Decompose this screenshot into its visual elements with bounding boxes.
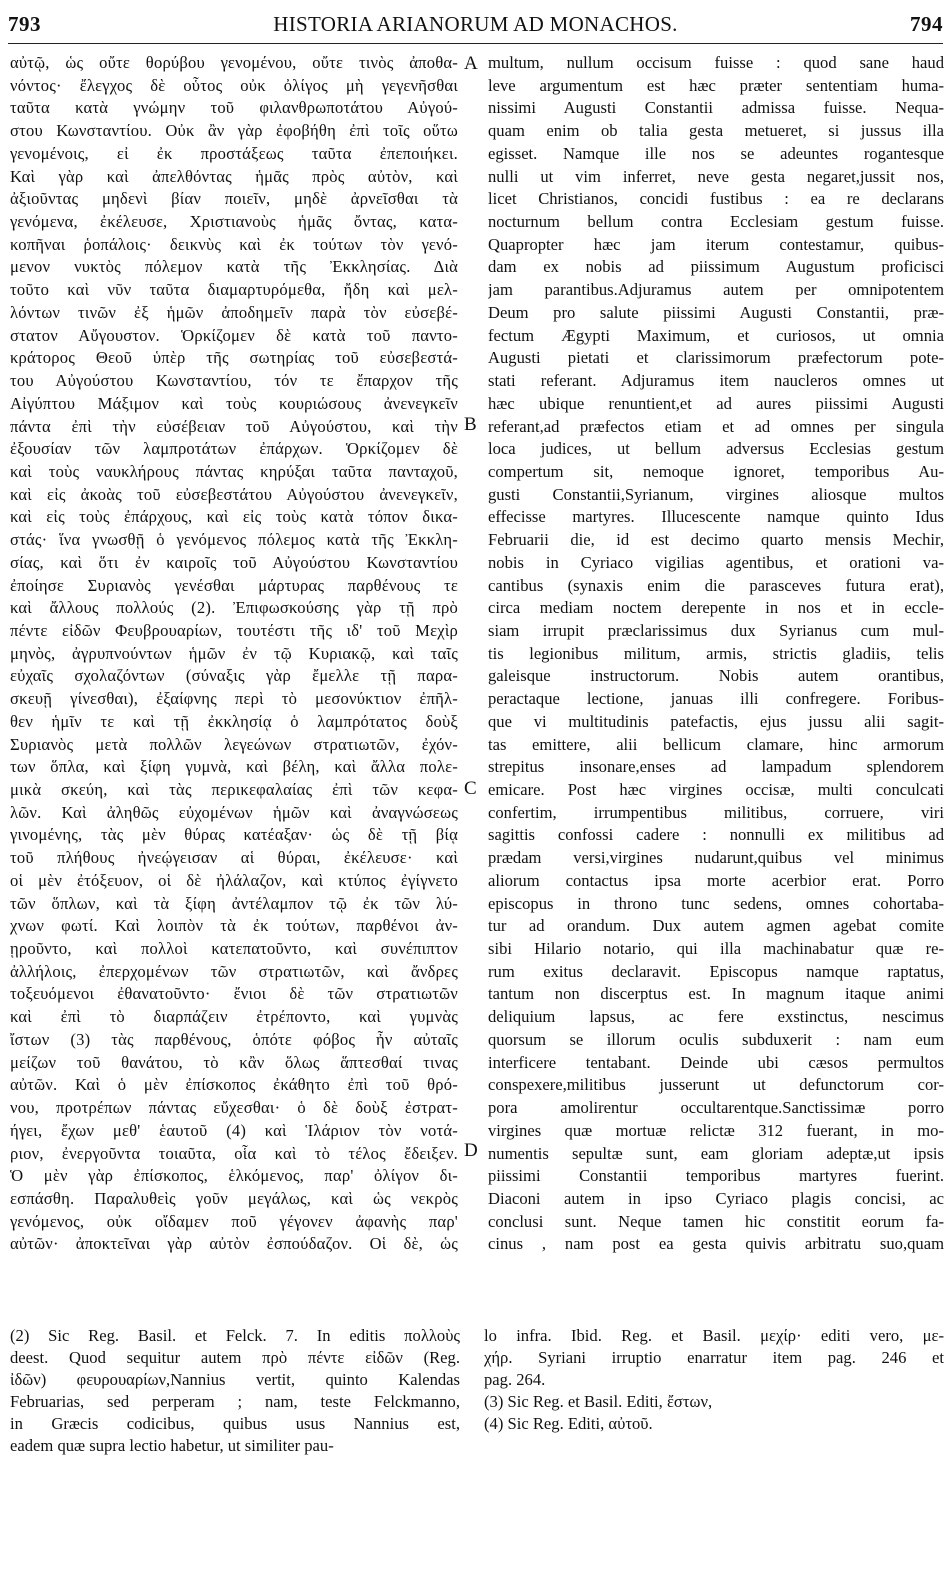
greek-text-line: γινομένης, τὰς μὲν θύρας κατέαξαν· ὡς δὲ τῇ βίᾳ xyxy=(10,825,458,845)
latin-text-line: tas emittere, alii bellicum clamare, hinc armorum xyxy=(488,734,944,754)
latin-text-line: sagittis confossi cadere : nonnulli ex militibus ad xyxy=(488,825,944,845)
greek-text-line: ταῦτα κατὰ γνώμην τοῦ φιλανθρωποτάτου Αὐγού- xyxy=(10,98,458,118)
right-page-number: 794 xyxy=(910,12,943,36)
latin-text-line: nocturnum bellum contra Ecclesiam gestum fuisse. xyxy=(488,212,944,232)
greek-text-line: σκευῇ γίνεσθαι), ἐξαίφνης περὶ τὸ μεσονύκτιον ἐπῆλ- xyxy=(10,689,458,709)
latin-text-line: compertum sit, nemoque ignoret, temporibus Au- xyxy=(488,461,944,481)
greek-text-line: του Αὐγούστου Κωνσταντίου, τόν τε ἔπαρχον τῆς xyxy=(10,371,458,391)
latin-text-line: cinus , nam post ea gesta quivis arbitratu suo,quam xyxy=(488,1234,944,1254)
footnote-line: ἰδῶν) φευρουαρίων,Nannius vertit, quinto Kalendas xyxy=(10,1370,460,1389)
latin-text-line: conclusi sunt. Neque tamen hic constitit eorum fa- xyxy=(488,1211,944,1231)
greek-text-line: κοπῆναι ῥοπάλοις· δεικνὺς καὶ ἐκ τούτων τὸν γενό- xyxy=(10,234,458,254)
latin-text-line: quorsum se illorum oculis subduxerit : nam eum xyxy=(488,1029,944,1049)
greek-text-line: ἀλλήλοις, ἐπερχομένων τῶν στρατιωτῶν, καὶ ἄνδρες xyxy=(10,961,458,981)
greek-text-line: αὐτῷ, ὡς οὔτε θορύβου γενομένου, οὔτε τινὸς ἀποθα- xyxy=(10,53,458,72)
greek-text-line: τοῦ πλήθους ἠνεῴγεισαν αἱ θύραι, ἐκέλευσε· καὶ xyxy=(10,848,458,868)
greek-text-line: γενόμενα, ἐκέλευσε, Χριστιανοὺς ἡμᾶς ὄντας, κατα- xyxy=(10,212,458,232)
footnote-line: (4) Sic Reg. Editi, αὐτοῦ. xyxy=(484,1414,653,1433)
latin-text-line: conspexere,militibus jusserunt ut defunctorum cor- xyxy=(488,1075,944,1095)
latin-text-line: virgines quæ mortuæ relictæ 312 fuerant, in mo- xyxy=(488,1120,944,1140)
latin-text-column xyxy=(488,52,944,1256)
latin-text-line: Quapropter hæc jam iterum contestamur, quibus- xyxy=(488,234,944,254)
greek-text-line: τοξευόμενοι ἐθανατοῦντο· ἔνιοι δὲ τῶν στρατιωτῶν xyxy=(10,984,458,1004)
latin-text-line: multum, nullum occisum fuisse : quod sane haud xyxy=(488,53,944,72)
footnote-line: (3) Sic Reg. et Basil. Editi, ἔστων, xyxy=(484,1392,713,1411)
greek-text-line: μηνὸς, ἀγρυπνούντων ἡμῶν ἐν τῷ Κυριακῷ, καὶ ταῖς xyxy=(10,643,458,663)
latin-text-line: peractaque lectione, januas illi confregere. Foribus- xyxy=(488,689,944,709)
greek-text-line: πέντε εἰδῶν Φευβρουαρίων, τουτέστι τῆς ιδ' τοῦ Μεχὶρ xyxy=(10,620,458,640)
running-header xyxy=(8,6,943,42)
latin-text-line: Deum pro salute piissimi Augusti Constantii, præ- xyxy=(488,302,944,322)
greek-text-line: κράτορος Θεοῦ ὑπὲρ τῆς σωτηρίας τοῦ εὐσεβεστά- xyxy=(10,348,458,368)
greek-text-line: εσπάσθη. Παραλυθεὶς γοῦν μεγάλως, καὶ ὡς νεκρὸς xyxy=(10,1188,458,1208)
latin-text-line: jam parantibus.Adjuramus autem per omnipotentem xyxy=(488,280,944,300)
greek-text-line: εὐχαῖς σχολαζόντων (σύναξις γὰρ ἔμελλε τῇ παρα- xyxy=(10,666,458,686)
latin-text-line: pora amolirentur occultarentque.Sanctissimæ porro xyxy=(488,1098,944,1118)
greek-text-line: αὐτῶν· ἀποκτεῖναι γὰρ αὐτὸν ἐσπούδαζον. Οἱ δὲ, ὡς xyxy=(10,1234,458,1254)
greek-text-line: των ὅπλα, καὶ ξίφη γυμνὰ, καὶ βέλη, καὶ ἄλλα πολε- xyxy=(10,757,458,777)
latin-text-line: aliorum contactus ipsa morte acerbior erat. Porro xyxy=(488,870,944,890)
latin-text-line: nissimi Augusti Constantii admissa fuisse. Nequa- xyxy=(488,98,944,118)
greek-text-line: σίας, καὶ ὅτι ἐν καιροῖς τοῦ Αὐγούστου Κωνσταντίου xyxy=(10,552,458,572)
greek-text-line: ἴστων (3) τὰς παρθένους, ὁπότε φόβος ἦν αὐταῖς xyxy=(10,1029,458,1049)
latin-text-line: dam ex nobis ad piissimum Augustum proficisci xyxy=(488,257,944,277)
greek-text-line: τῶν ὅπλων, καὶ τὰ ξίφη ἀντέλαμπον τῷ ἐκ τῶν λύ- xyxy=(10,893,458,913)
latin-text-line: deliquium lapsus, ac fere exstinctus, nescimus xyxy=(488,1007,944,1027)
latin-text-line: interficere tentabant. Deinde ubi cæsos permultos xyxy=(488,1052,944,1072)
latin-text-line: Diaconi autem in ipso Cyriaco plagis concisi, ac xyxy=(488,1188,944,1208)
footnote-line: in Græcis codicibus, quibus usus Nannius est, xyxy=(10,1414,460,1433)
latin-text-line: que vi multitudinis patefactis, ejus jussu alii sagit- xyxy=(488,711,944,731)
greek-text-line: ἀξιοῦντας μηδενὶ βίαν ποιεῖν, μηδὲ ἀρνεῖσθαι τὰ xyxy=(10,189,458,209)
latin-text-line: hæc ubique renuntient,et ad aures piissimi Augusti xyxy=(488,393,944,413)
latin-text-line: effecisse martyres. Illucescente namque quinto Idus xyxy=(488,507,944,527)
latin-text-line: nulli ut vim inferret, neve gesta negaret,jussit nos, xyxy=(488,166,944,186)
greek-text-line: θεν ἡμῖν τε καὶ τῇ ἐκκλησίᾳ ὁ λαμπρότατος δοὺξ xyxy=(10,711,458,731)
greek-text-line: ἐξουσίαν τῶν λαμπροτάτων ἐπάρχων. Ὁρκίζομεν δὲ xyxy=(10,439,458,459)
footnote-line: (2) Sic Reg. Basil. et Felck. 7. In editis πολλοὺς xyxy=(10,1326,460,1345)
left-page-number: 793 xyxy=(8,12,41,36)
latin-text-line: loca judices, ut bellum adversus Ecclesias gestum xyxy=(488,439,944,459)
greek-text-line: Αἰγύπτου Μάξιμον καὶ τοὺς κουριώσους ἀνενεγκεῖν xyxy=(10,393,458,413)
latin-text-line: piissimi Constantii temporibus martyres fuerint. xyxy=(488,1166,944,1186)
latin-text-line: fectum Ægypti Maximum, et curiosos, ut omnia xyxy=(488,325,944,345)
greek-text-line: μείζων τοῦ θανάτου, τὸ κἂν ὅλως ἅπτεσθαί τινας xyxy=(10,1052,458,1072)
footnote-line: lo infra. Ibid. Reg. et Basil. μεχίρ· editi vero, με- xyxy=(484,1326,944,1345)
footnotes-right xyxy=(484,1325,944,1435)
latin-text-line: leve argumentum est hæc præter sententiam huma- xyxy=(488,75,944,95)
latin-text-line: egisset. Namque ille nos se adeuntes rogantesque xyxy=(488,143,944,163)
latin-text-line: emicare. Post hæc virgines occisæ, multi conculcati xyxy=(488,780,944,799)
latin-text-line: episcopus in throno tunc sedens, omnes cohortaba- xyxy=(488,893,944,913)
greek-text-column xyxy=(10,52,458,1256)
greek-text-line: ῃροῦντο, καὶ πολλοὶ κατεπατοῦντο, καὶ συνέπιπτον xyxy=(10,939,458,959)
latin-text-line: circa mediam noctem derepente in nos et in eccle- xyxy=(488,598,944,618)
latin-text-line: cantibus (synaxis enim die parasceves futura erat), xyxy=(488,575,944,595)
latin-text-line: numentis sepultæ sunt, eam gloriam adeptæ,ut ipsis xyxy=(488,1143,944,1163)
greek-text-line: μικὰ σκεύη, καὶ τὰς περικεφαλαίας ἐπὶ τῶν κεφα- xyxy=(10,780,458,799)
greek-text-line: στάς· ἵνα γνωσθῇ ὁ γενόμενος πόλεμος κατὰ τῆς Ἐκκλη- xyxy=(10,530,458,550)
greek-text-line: καὶ ἐπὶ τὸ διαρπάζειν ἐτρέποντο, καὶ γυμνὰς xyxy=(10,1007,458,1027)
greek-text-line: στου Κωνσταντίου. Οὐκ ἂν γὰρ ἐφοβήθη ἐπὶ τοῖς οὕτω xyxy=(10,121,458,141)
greek-text-line: πάντα ἐπὶ τὴν εὐσέβειαν τοῦ Αὐγούστου, καὶ τὴν xyxy=(10,416,458,436)
latin-text-line: tis legionibus militum, armis, strictis gladiis, telis xyxy=(488,643,944,663)
greek-text-line: στατον Αὔγουστον. Ὁρκίζομεν δὲ κατὰ τοῦ παντο- xyxy=(10,325,458,345)
latin-text-line: gusti Constantii,Syrianum, virgines aliosque multos xyxy=(488,484,944,504)
latin-text-line: tur ad orandum. Dux autem agmen agebat comite xyxy=(488,916,944,936)
footnote-line: Februarias, sed perperam ; nam, teste Felckmanno, xyxy=(10,1392,460,1411)
greek-text-line: γενόμενος, οὐκ οἴδαμεν ποῦ γέγονεν ἀφανὴς παρ' xyxy=(10,1211,458,1231)
header-rule xyxy=(8,43,943,44)
latin-text-line: referant,ad præfectos etiam et ad omnes per singula xyxy=(488,416,944,436)
latin-text-line: quam enim ob talia gesta metueret, si jussus illa xyxy=(488,121,944,141)
latin-text-line: sibi Hilario notario, qui illa machinabatur quæ re- xyxy=(488,939,944,959)
footnote-line: pag. 264. xyxy=(484,1370,546,1389)
greek-text-line: τοῦτο καὶ νῦν ταῦτα διαμαρτυρόμεθα, ἤδη καὶ μελ- xyxy=(10,280,458,300)
greek-text-line: ἐποίησε Συριανὸς γενέσθαι μάρτυρας παρθένους τε xyxy=(10,575,458,595)
greek-text-line: καὶ τοὺς ναυκλήρους πάντας κηρύξαι ταῦτα πανταχοῦ, xyxy=(10,461,458,481)
greek-text-line: ριον, ἐνεργοῦντα τοιαῦτα, οἷα καὶ τὸ τέλος ἔδειξεν. xyxy=(10,1143,458,1163)
greek-text-line: καὶ εἰς τοὺς ἐπάρχους, καὶ εἰς τοὺς κατὰ τόπον δικα- xyxy=(10,507,458,527)
margin-marker-d: D xyxy=(464,1140,478,1161)
latin-text-line: Augusti pietati et clarissimorum præfectorum pote- xyxy=(488,348,944,368)
greek-text-line: καὶ εἰς ἀκοὰς τοῦ εὐσεβεστάτου Αὐγούστου ἀνενεγκεῖν, xyxy=(10,484,458,504)
latin-text-line: Februarii die, id est decimo quarto mensis Mechir, xyxy=(488,530,944,550)
footnotes-left xyxy=(10,1325,460,1457)
latin-text-line: nobis in Cyriaco vigilias agentibus, et orationi va- xyxy=(488,552,944,572)
latin-text-line: rum exitus declaravit. Episcopus namque raptatus, xyxy=(488,961,944,981)
greek-text-line: καὶ ἄλλους πολλούς (2). Ἐπιφωσκούσης γὰρ τῇ πρὸ xyxy=(10,598,458,618)
footnote-line: χήρ. Syriani irruptio enarratur item pag. 246 et xyxy=(484,1348,944,1367)
running-title: HISTORIA ARIANORUM AD MONACHOS. xyxy=(273,12,678,36)
greek-text-line: χνων φωτί. Καὶ λοιπὸν τὰ ἐκ τούτων, παρθένοι ἀν- xyxy=(10,916,458,936)
greek-text-line: νόντος· ἔλεγχος δὲ οὗτος οὐκ ὀλίγος μὴ γεγενῆσθαι xyxy=(10,75,458,95)
greek-text-line: Συριανὸς μετὰ πολλῶν λεγεώνων στρατιωτῶν, ἐχόν- xyxy=(10,734,458,754)
margin-marker-a: A xyxy=(464,53,478,74)
greek-text-line: ήγει, ἔχων μεθ' ἑαυτοῦ (4) καὶ Ἱλάριον τὸν νοτά- xyxy=(10,1120,458,1140)
footnote-line: deest. Quod sequitur autem πρὸ πέντε εἰδῶν (Reg. xyxy=(10,1348,460,1367)
greek-text-line: Καὶ γὰρ καὶ ἀπελθόντας ἡμᾶς πρὸς αὐτὸν, καὶ xyxy=(10,166,458,186)
greek-text-line: αὐτῶν. Καὶ ὁ μὲν ἐπίσκοπος ἐκάθητο ἐπὶ τοῦ θρό- xyxy=(10,1075,458,1095)
greek-text-line: λόντων τινῶν ἐξ ἡμῶν ἀποδημεῖν παρὰ τὸν εὐσεβέ- xyxy=(10,302,458,322)
greek-text-line: γενομένοις, εἰ ἐκ προστάξεως ταῦτα ἐπεποιήκει. xyxy=(10,143,458,163)
footnote-line: eadem quæ supra lectio habetur, ut similiter pau- xyxy=(10,1436,334,1455)
latin-text-line: confertim, irrumpentibus militibus, corruere, viri xyxy=(488,802,944,822)
latin-text-line: licet Christianos, concidi fustibus : ea re declarans xyxy=(488,189,944,209)
greek-text-line: μενον νυκτὸς πόλεμον κατὰ τῆς Ἐκκλησίας. Διὰ xyxy=(10,257,458,277)
greek-text-line: λῶν. Καὶ ἀληθῶς εὐχομένων ἡμῶν καὶ ἀναγνώσεως xyxy=(10,802,458,822)
latin-text-line: strepitus insonare,enses ad lampadum splendorem xyxy=(488,757,944,777)
greek-text-line: οἱ μὲν ἐτόξευον, οἱ δὲ ἠλάλαζον, καὶ κτύπος ἐγίγνετο xyxy=(10,870,458,890)
latin-text-line: tantum non discerptus est. In magnum itaque animi xyxy=(488,984,944,1004)
greek-text-line: Ὁ μὲν γὰρ ἐπίσκοπος, ἑλκόμενος, παρ' ὀλίγον δι- xyxy=(10,1166,458,1186)
latin-text-line: prædam versi,virgines nudarunt,quibus vel minimus xyxy=(488,848,944,868)
latin-text-line: siam irrupit præclarissimus dux Syrianus cum mul- xyxy=(488,620,944,640)
margin-marker-b: B xyxy=(464,414,477,435)
margin-marker-c: C xyxy=(464,778,477,799)
latin-text-line: galeisque instructorum. Nobis autem orantibus, xyxy=(488,666,944,686)
latin-text-line: stati referant. Adjuramus item naucleros omnes ut xyxy=(488,371,944,391)
greek-text-line: νου, προτρέπων πάντας εὔχεσθαι· ὁ δὲ δοὺξ ἐστρατ- xyxy=(10,1098,458,1118)
